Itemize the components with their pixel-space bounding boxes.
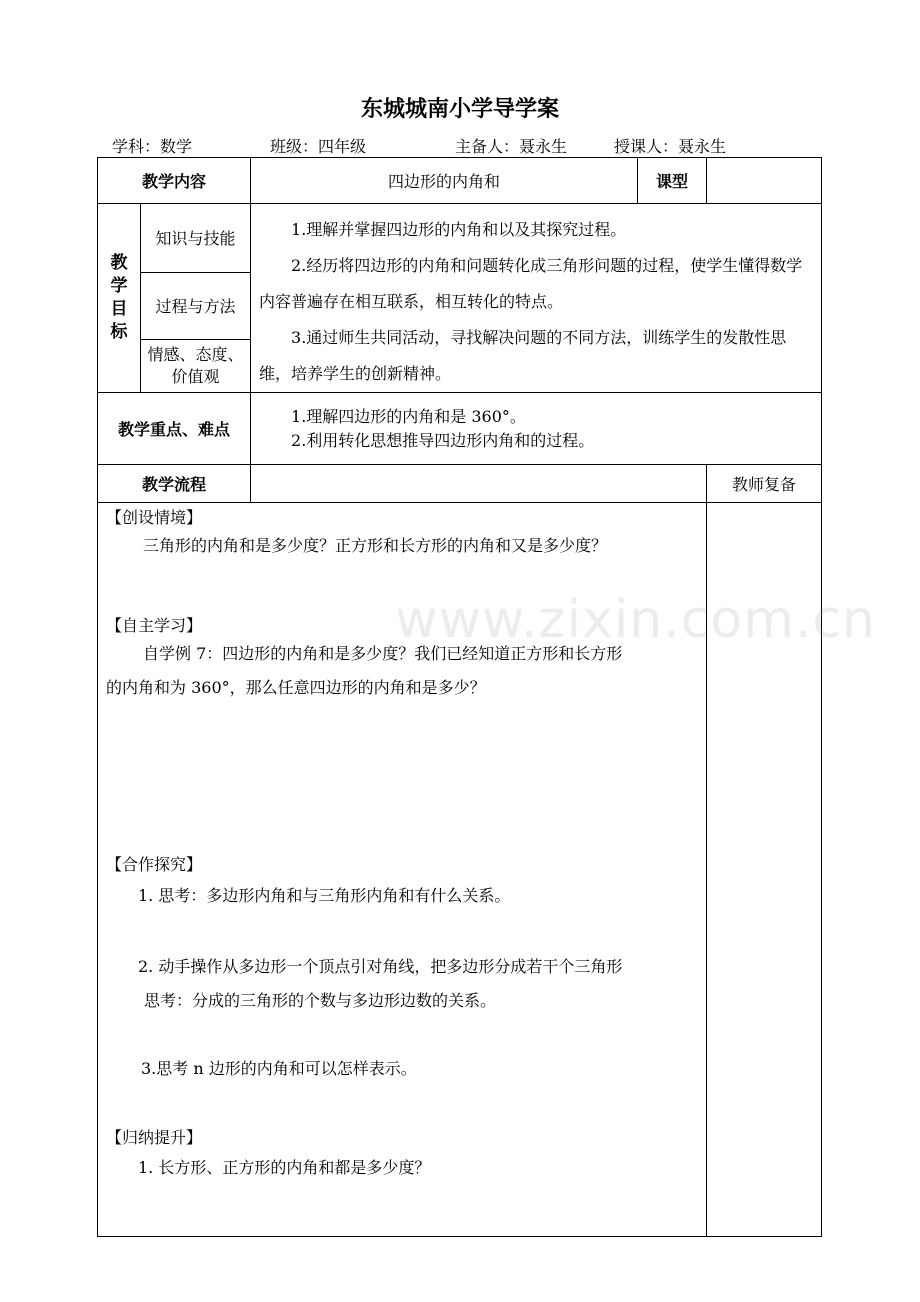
section-self-study-line-2: 的内角和为 360°，那么任意四边形的内角和是多少？ [106,678,486,697]
content-label: 教学内容 [98,158,251,204]
watermark: www.zixin.com.cn [395,590,876,650]
notes-label: 教师复备 [707,465,822,503]
section-create-situation-text: 三角形的内角和是多少度？正方形和长方形的内角和又是多少度？ [143,536,608,555]
subject-field: 学科：数学 [112,137,193,156]
key-1: 1.理解四边形的内角和是 360°。 [291,406,526,426]
document-title: 东城城南小学导学案 [360,97,559,122]
goal-1: 1.理解并掌握四边形的内角和以及其探究过程。 [291,220,627,239]
section-cooperative-item-1: 1. 思考：多边形内角和与三角形内角和有什么关系。 [138,886,511,905]
goal-row-knowledge [98,204,822,273]
key-2: 2.利用转化思想推导四边形内角和的过程。 [291,430,595,450]
section-summary-title: 【归纳提升】 [106,1128,203,1147]
goals-label: 教 学 目 标 [98,204,141,393]
flow-label: 教学流程 [98,465,251,503]
keys-label: 教学重点、难点 [98,393,251,465]
goal-2: 2.经历将四边形的内角和问题转化成三角形问题的过程，使学生懂得数学内容普遍存在相互联系，相互转化的特点。 [259,256,803,311]
flow-header-blank [251,465,707,503]
flow-header-row [98,465,822,503]
class-field: 班级：四年级 [270,137,367,156]
content-value: 四边形的内角和 [251,158,638,204]
preparer-field: 主备人：聂永生 [455,137,568,156]
goal-category-knowledge: 知识与技能 [141,204,251,273]
section-create-situation-title: 【创设情境】 [106,508,203,527]
section-cooperative-item-3: 3.思考 n 边形的内角和可以怎样表示。 [141,1059,417,1078]
section-cooperative-item-2: 2. 动手操作从多边形一个顶点引对角线，把多边形分成若干个三角形 [138,957,623,976]
lesson-plan-table [97,157,822,1237]
section-self-study-line-1: 自学例 7：四边形的内角和是多少度？我们已经知道正方形和长方形 [143,644,623,663]
keys-row [98,393,822,465]
section-cooperative-title: 【合作探究】 [106,855,203,874]
goals-text [251,204,822,393]
goal-category-process: 过程与方法 [141,272,251,339]
section-self-study-title: 【自主学习】 [106,616,203,635]
keys-text [251,393,822,465]
teacher-field: 授课人：聂永生 [614,137,727,156]
section-summary-item-1: 1. 长方形、正方形的内角和都是多少度？ [138,1158,431,1177]
type-value [707,158,822,204]
section-cooperative-item-2b: 思考：分成的三角形的个数与多边形边数的关系。 [144,991,497,1010]
content-row [98,158,822,204]
goal-3: 3.通过师生共同活动，寻找解决问题的不同方法，训练学生的发散性思维，培养学生的创新精神。 [259,328,787,383]
goal-category-attitude: 情感、态度、价值观 [141,339,251,392]
type-label: 课型 [638,158,707,204]
